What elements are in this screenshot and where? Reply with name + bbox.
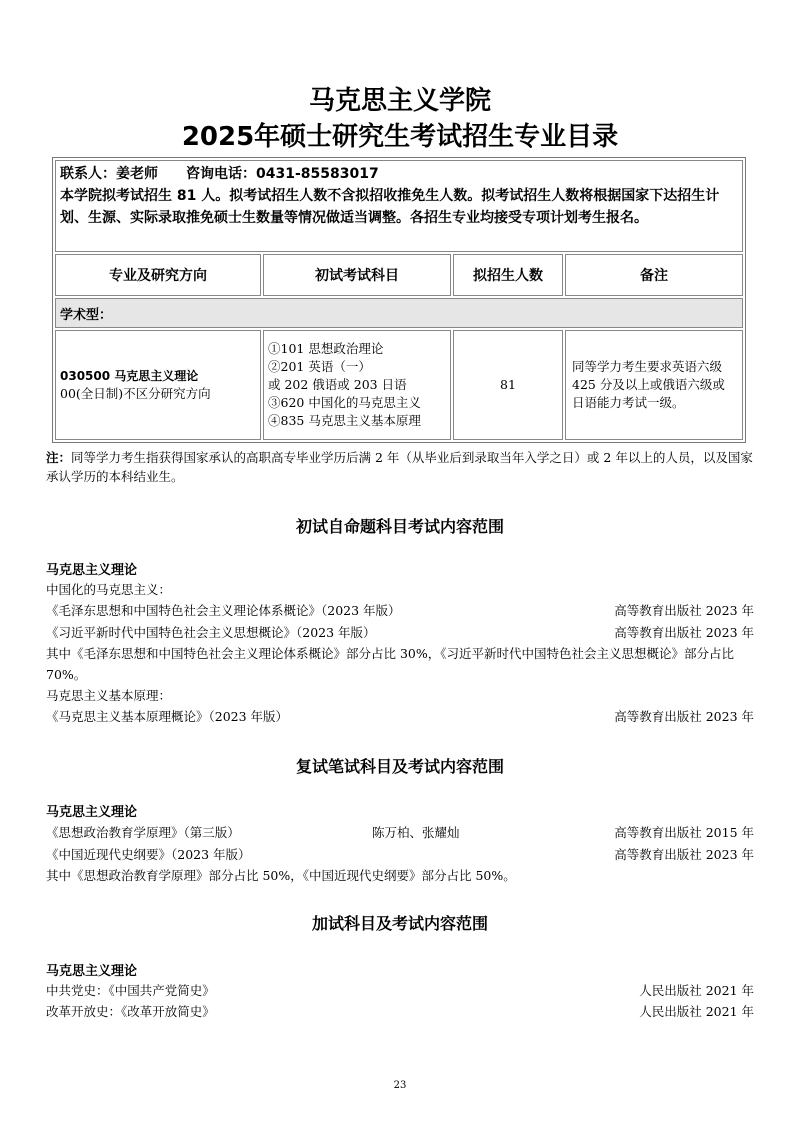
subject-item: ②201 英语（一） xyxy=(268,359,371,374)
header-remark: 备注 xyxy=(565,254,743,296)
section1-part2: 马克思主义基本原理： xyxy=(46,688,172,703)
publisher: 高等教育出版社 2023 年 xyxy=(614,847,754,862)
publisher: 高等教育出版社 2015 年 xyxy=(614,825,754,840)
major-direction: 00(全日制)不区分研究方向 xyxy=(60,386,211,401)
table-row xyxy=(55,330,743,440)
subject-item: ③620 中国化的马克思主义 xyxy=(268,395,421,410)
section1-book3: 《马克思主义基本原理概论》（2023 年版） 高等教育出版社 2023 年 xyxy=(46,709,754,724)
section-title-retest: 复试笔试科目及考试内容范围 xyxy=(295,757,504,776)
intro-cell xyxy=(55,160,743,252)
publisher: 人民出版社 2021 年 xyxy=(639,983,754,998)
section3-subject: 马克思主义理论 xyxy=(46,964,138,979)
count-cell: 81 xyxy=(453,330,563,440)
publisher: 高等教育出版社 2023 年 xyxy=(614,709,754,724)
header-subjects: 初试考试科目 xyxy=(263,254,451,296)
section3-book1: 中共党史：《中国共产党简史》 人民出版社 2021 年 xyxy=(46,983,754,998)
section-title-initial-exam: 初试自命题科目考试内容范围 xyxy=(295,517,504,536)
header-count: 拟招生人数 xyxy=(453,254,563,296)
publisher: 高等教育出版社 2023 年 xyxy=(614,603,754,618)
section1-book2: 《习近平新时代中国特色社会主义思想概论》（2023 年版） 高等教育出版社 2023 年 xyxy=(46,625,754,640)
section1-ratio: 其中《毛泽东思想和中国特色社会主义理论体系概论》部分占比 30%，《习近平新时代中国特色社会主义思想概论》部分占比 70%。 xyxy=(46,646,735,682)
publisher: 高等教育出版社 2023 年 xyxy=(614,625,754,640)
subject-item: 或 202 俄语或 203 日语 xyxy=(268,377,407,392)
header-major: 专业及研究方向 xyxy=(55,254,261,296)
section2-ratio: 其中《思想政治教育学原理》部分占比 50%，《中国近现代史纲要》部分占比 50%。 xyxy=(46,868,516,883)
page-number: 23 xyxy=(393,1080,407,1091)
section2-book1: 《思想政治教育学原理》（第三版） 陈万柏、张耀灿 高等教育出版社 2015 年 xyxy=(46,825,754,840)
enrollment-table xyxy=(52,157,746,443)
footnote-text: 同等学力考生指获得国家承认的高职高专毕业学历后满 2 年（从毕业后到录取当年入学之日）或 2 年以上的人员，以及国家承认学历的本科结业生。 xyxy=(46,450,753,484)
publisher: 人民出版社 2021 年 xyxy=(639,1004,754,1019)
section3-book2: 改革开放史：《改革开放简史》 人民出版社 2021 年 xyxy=(46,1004,754,1019)
contact-line: 联系人：姜老师 咨询电话：0431-85583017 xyxy=(60,166,379,182)
page-title-college: 马克思主义学院 xyxy=(308,86,491,116)
major-code-name: 030500 马克思主义理论 xyxy=(60,369,199,383)
category-label: 学术型： xyxy=(55,298,743,328)
remark-cell: 同等学力考生要求英语六级 425 分及以上或俄语六级或日语能力考试一级。 xyxy=(565,330,743,440)
subject-item: ①101 思想政治理论 xyxy=(268,341,384,356)
page-title-catalog: 2025年硕士研究生考试招生专业目录 xyxy=(181,122,619,152)
footnote xyxy=(46,448,758,486)
section1-book1: 《毛泽东思想和中国特色社会主义理论体系概论》（2023 年版） 高等教育出版社 2023 年 xyxy=(46,603,754,618)
footnote-label: 注： xyxy=(46,450,72,465)
section2-subject: 马克思主义理论 xyxy=(46,805,138,820)
intro-text: 本学院拟考试招生 81 人。拟考试招生人数不含拟招收推免生人数。拟考试招生人数将根据国家下达招生计划、生源、实际录取推免硕士生数量等情况做适当调整。各招生专业均接受专项计划考生报名。 xyxy=(60,188,720,226)
subjects-cell xyxy=(263,330,451,440)
section1-part1: 中国化的马克思主义： xyxy=(46,582,172,597)
major-cell xyxy=(55,330,261,440)
author: 陈万柏、张耀灿 xyxy=(372,825,460,840)
subject-item: ④835 马克思主义基本原理 xyxy=(268,413,421,428)
section2-book2: 《中国近现代史纲要》（2023 年版） 高等教育出版社 2023 年 xyxy=(46,847,754,862)
section-title-additional: 加试科目及考试内容范围 xyxy=(311,914,488,933)
section1-subject: 马克思主义理论 xyxy=(46,563,138,578)
